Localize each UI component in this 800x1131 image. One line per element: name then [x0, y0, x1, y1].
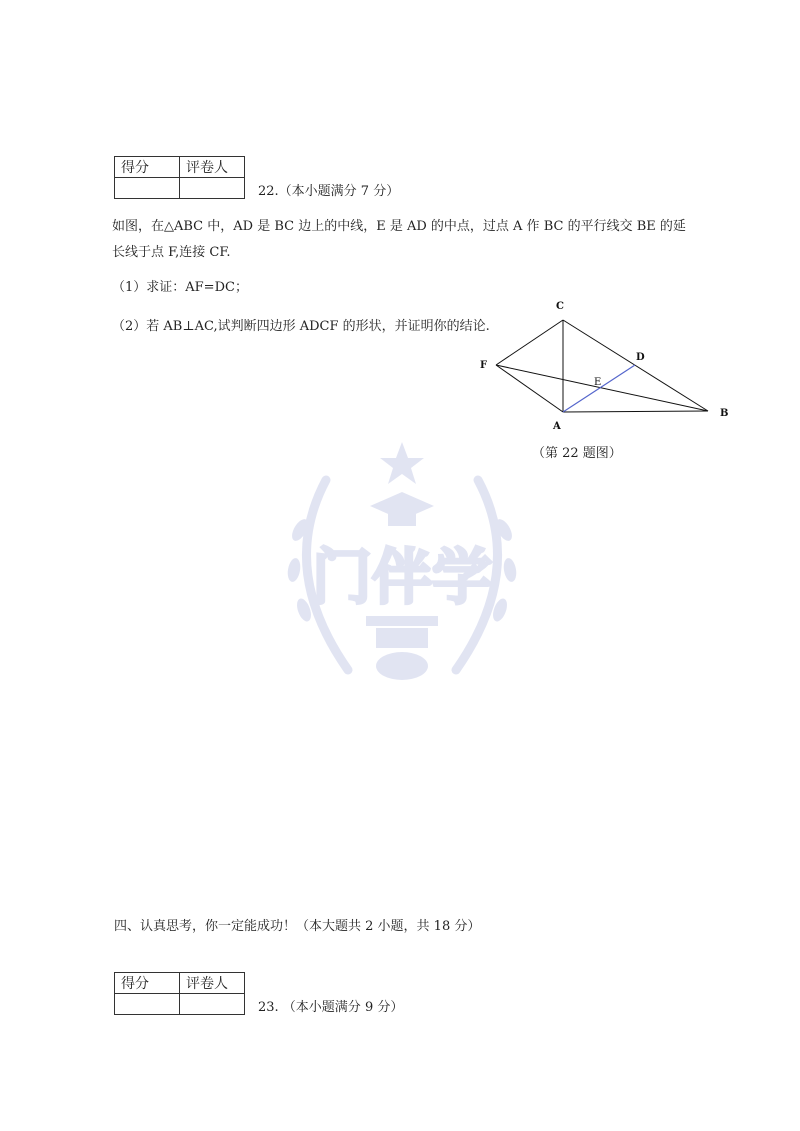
score-cell[interactable] [115, 994, 180, 1015]
label-b: B [720, 408, 729, 419]
section4-heading: 四、认真思考，你一定能成功！（本大题共 2 小题，共 18 分） [114, 919, 481, 934]
q23-score-table [114, 972, 245, 1015]
grader-cell[interactable] [180, 994, 245, 1015]
watermark-logo [278, 440, 526, 700]
q22-text-line2: 长线于点 F,连接 CF. [112, 245, 231, 260]
segment-ad [563, 365, 635, 412]
watermark-text: 门伴学 [312, 543, 492, 613]
label-f: F [480, 360, 488, 371]
label-a: A [553, 421, 561, 432]
label-e: E [594, 377, 602, 388]
segment-fc [496, 320, 563, 365]
q22-part2: （2）若 AB⊥AC,试判断四边形 ADCF 的形状，并证明你的结论. [112, 319, 490, 334]
grader-cell[interactable] [180, 178, 245, 199]
score-label: 得分 [115, 157, 180, 178]
label-d: D [636, 352, 645, 363]
label-c: C [556, 301, 564, 312]
q22-score-table [114, 156, 245, 199]
score-cell[interactable] [115, 178, 180, 199]
q22-part1: （1）求证：AF=DC； [112, 280, 248, 295]
segment-fb [496, 365, 708, 411]
q22-heading: 22.（本小题满分 7 分） [258, 184, 400, 199]
score-label: 得分 [115, 973, 180, 994]
segment-ab [563, 411, 708, 412]
star-icon [380, 442, 424, 484]
q22-figure-caption: （第 22 题图） [532, 446, 622, 461]
q22-text-line1: 如图，在△ABC 中，AD 是 BC 边上的中线，E 是 AD 的中点，过点 A 作 BC 的平行线交 BE 的延 [112, 219, 686, 234]
grader-label: 评卷人 [180, 973, 245, 994]
q23-heading: 23. （本小题满分 9 分） [258, 1000, 404, 1015]
grader-label: 评卷人 [180, 157, 245, 178]
